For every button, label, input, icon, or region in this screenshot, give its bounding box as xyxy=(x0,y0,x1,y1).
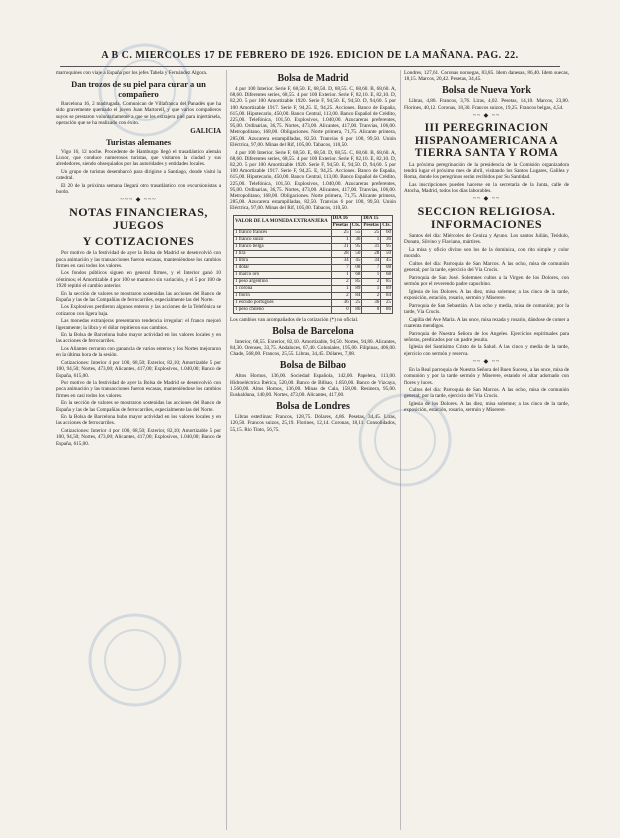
table-cell: 95 xyxy=(350,243,362,250)
article-text: Los Aliantes cerraron con ganancia de varios enteros y los Nortes mejoraron en la última hora de la sesión. xyxy=(56,346,221,359)
article-text: En la Bolsa de Barcelona hubo mayor actividad en los valores locales y en las acciones de ferrocarriles. xyxy=(56,332,221,345)
table-header-day16: DIA 16 xyxy=(331,215,362,222)
table-cell: 84 xyxy=(350,292,362,299)
article-text: Cultos del día: Parroquia de San Marcos. A las ocho, misa de comunión general; por la tarde, ejercicio del Vía Crucis. xyxy=(404,387,569,400)
table-cell: 1 xyxy=(362,236,381,243)
article-title-turistas: Turistas alemanes xyxy=(105,136,172,147)
article-title-piel: Dan trozos de su piel para curar a un compañero xyxy=(71,79,206,100)
article-text: La próxima peregrinación de la presidencia de la Comisión organizadora tendrá lugar el próximo mes de abril, visitando los Santos Lugares, Galilea y Roma, donde los peregrinos serán recibidos por Su Santidad. xyxy=(404,161,569,180)
article-text: Iglesia de los Dolores. A las diez, misa solemne; a las cinco de la tarde, exposición, estación, rosario, sermón y Miserere. xyxy=(404,401,569,414)
ornament-divider: ~~ ◆ ~~ xyxy=(472,358,501,365)
article-text: Parroquia de San José. Solemnes cultos a la Virgen de los Dolores, con sermón por el reverendo padre capuchino. xyxy=(404,274,569,288)
table-cell: 1 dólar xyxy=(234,264,332,271)
table-cell: 1 marco oro xyxy=(234,271,332,278)
column-right xyxy=(404,70,569,830)
table-cell: 1 corona xyxy=(234,285,332,292)
column-divider xyxy=(226,70,227,830)
table-cell: 31 xyxy=(362,243,381,250)
article-text: Por motivo de la festividad de ayer la Bolsa de Madrid se desenvolvió con poca animación y las transacciones fueron escasas, manteniéndose los cambios firmes en casi todos los valores. xyxy=(56,380,221,399)
article-text: La misa y oficio divino son los de la dominica, con rito simple y color morado. xyxy=(404,247,569,260)
article-text: Las inscripciones pueden hacerse en la secretaría de la Junta, calle de Atocha, Madrid, todos los días laborables. xyxy=(404,181,569,194)
table-cell: 95 xyxy=(381,243,393,250)
table-title: VALOR DE LA MONEDA EXTRANJERA xyxy=(234,215,332,229)
table-row xyxy=(234,271,393,278)
table-cell: 0 xyxy=(331,306,350,313)
ornament-divider: ~~~ ◆ ~~~ xyxy=(120,197,157,204)
currency-table xyxy=(233,215,393,314)
table-cell: 36 xyxy=(362,299,381,306)
table-cell: 36 xyxy=(350,236,362,243)
table-row xyxy=(234,243,393,250)
article-text: Cultos del día: Parroquia de San Marcos. A las ocho, misa de comunión general; por la tarde, ejercicio del Vía Crucis. xyxy=(404,261,569,274)
table-header-day15: DIA 15 xyxy=(362,215,393,222)
article-text: Vigo 16, 12 noche. Procedente de Hamburgo llegó el trasatlántico alemán Luxor, que conduce numerosos turistas, que visitaron la ciudad y sus alrededores, siendo obsequiados por las autoridades y entidades locales. xyxy=(56,148,221,168)
table-cell: 25 xyxy=(331,229,350,236)
table-cell: 1 florín xyxy=(234,292,332,299)
table-cell: 25 xyxy=(350,299,362,306)
table-row xyxy=(234,306,393,313)
table-row xyxy=(234,292,393,299)
article-text: Parroquia de Nuestra Señora de los Angeles. Ejercicios espirituales para señoras, predicados por un padre jesuita. xyxy=(404,330,569,343)
table-row xyxy=(234,257,393,264)
table-cell: 86 xyxy=(350,306,362,313)
section-title-barcelona: Bolsa de Barcelona xyxy=(272,325,354,337)
article-text: Santos del día: Miércoles de Ceniza y Ayuno. Los santos Julián, Teódulo, Donato, Silvino y Flaviano, mártires. xyxy=(404,233,569,246)
ornament-divider: ~~ ◆ ~~ xyxy=(472,196,501,203)
article-text: 4 por 100 Interior. Serie F, 68,50. E, 68,50. D, 68,55. C, 68,60. B, 68,60. A, 68,60. Diferentes series, 68,55. 4 por 100 Exterior. Serie F, 82,10. E, 82,10. D, 82,20. 5 por 100 Amortizable 1920. Serie F, 94,50. E, 94,50. D, 94,60. 5 por 100 Amortizable 1917. Serie F, 94,25. E, 94,25. Acciones. Banco de España, 615,00. Hipotecario, 450,00. Banco Central, 113,00. Banco Español de Crédito, 225,00. Telefónica, 101,50. Explosivos, 1.040,00. Azucareras preferentes, 95,00. Ordinarias, 36,75. Nortes, 473,00. Alicantes, 417,00. Tranvías, 106,00. Metropolitano, 168,00. Obligaciones. Norte primera, 71,75. Alicante primera, 285,00. Azucarera estampilladas, 82,50. Tranvías 6 por 100, 99,50. Unión Eléctrica, 97,00. Minas del Rif, 105,00. Tabacos, 110,50. xyxy=(230,149,396,212)
article-text: Altos Hornos, 136,00. Sociedad Española, 142,00. Papelera, 113,00. Hidroeléctrica Ibérica, 520,00. Banco de Bilbao, 1.850,00. Banco de Vizcaya, 1.560,00. Altos Hornos, 136,00. Minas de Cala, 158,00. Resinera, 95,00. Euskalduna, 140,00. Nortes, 473,00. Alicantes, 417,00. xyxy=(230,373,396,398)
table-cell: 50 xyxy=(381,250,393,257)
table-cell: 50 xyxy=(350,250,362,257)
table-cell: 34 xyxy=(331,257,350,264)
article-text: Por motivo de la festividad de ayer la Bolsa de Madrid se desenvolvió con poca animación y las transacciones fueron escasas, manteniéndose los cambios firmes en casi todos los valores. xyxy=(56,250,221,269)
article-text: Las monedas extranjeras presentaron tendencia irregular: el franco mejoró ligeramente; la libra y el dólar repitieron sus cambios. xyxy=(56,318,221,331)
table-cell: 25 xyxy=(362,229,381,236)
table-cell: 1 xyxy=(331,236,350,243)
table-subheader: Cts. xyxy=(382,222,391,228)
table-cell: 89 xyxy=(381,285,393,292)
table-row xyxy=(234,264,393,271)
ornament-divider: ~~ ◆ ~~ xyxy=(472,112,501,119)
section-title-religiosa: SECCION RELIGIOSA. INFORMACIONES xyxy=(417,204,556,232)
table-cell: 1 xyxy=(331,271,350,278)
table-cell: 31 xyxy=(331,243,350,250)
column-middle xyxy=(230,70,396,830)
article-text: Barcelona 16, 2 madrugada. Comunican de Villafranca del Panadés que ha sido gravemente quemado el joven Juan Martorell, y que varios compañeros suyos se prestaron voluntariamente a que se les extrajera piel para injertársela, operación que se ha realizado con éxito. xyxy=(56,101,221,126)
table-row xyxy=(234,250,393,257)
section-title-nueva-york: Bolsa de Nueva York xyxy=(442,85,531,97)
table-cell: 2 xyxy=(362,292,381,299)
table-cell: 1 franco suizo xyxy=(234,236,332,243)
table-cell: 85 xyxy=(381,278,393,285)
section-label-galicia: GALICIA xyxy=(190,126,221,135)
table-cell: 60 xyxy=(381,229,393,236)
section-title-notas: NOTAS FINANCIERAS, JUEGOS xyxy=(69,205,208,233)
table-cell: 55 xyxy=(350,229,362,236)
table-cell: 2 xyxy=(331,292,350,299)
article-text: Libras esterlinas: Francos, 128,75. Dólares, 4,86. Pesetas, 34,45. Liras, 120,50. Francos suizos, 25,19. Florines, 12,14. Coronas, 18,11. Consolidados, 55,15. Río Tinto, 56,75. xyxy=(230,414,396,433)
table-cell: 1 xyxy=(331,285,350,292)
table-cell: 36 xyxy=(381,236,393,243)
table-cell: 1 peso argentino xyxy=(234,278,332,285)
table-cell: 08 xyxy=(381,264,393,271)
section-title-madrid: Bolsa de Madrid xyxy=(277,73,349,84)
table-cell: 1 escudo portugués xyxy=(234,299,332,306)
column-divider xyxy=(400,70,401,830)
table-cell: 28 xyxy=(362,250,381,257)
table-note: Los cambios van acompañados de la cotización (*) no oficial. xyxy=(230,316,359,323)
currency-table-body xyxy=(234,229,393,313)
table-cell: 7 xyxy=(331,264,350,271)
table-cell: 84 xyxy=(381,292,393,299)
section-title-londres: Bolsa de Londres xyxy=(276,401,350,413)
table-cell: 86 xyxy=(381,306,393,313)
article-text: Libras, 4,86. Francos, 3,76. Liras, 4,02. Pesetas, 14,10. Marcos, 23,80. Florines, 40,12. Coronas, 18,30. Francos suizos, 19,25. Francos belgas, 4,54. xyxy=(404,98,569,111)
table-row xyxy=(234,229,393,236)
table-cell: 45 xyxy=(350,257,362,264)
page-header: A B C. MIERCOLES 17 DE FEBRERO DE 1926. EDICION DE LA MAÑANA. PAG. 22. xyxy=(101,50,519,61)
table-row xyxy=(234,299,393,306)
table-cell: 2 xyxy=(331,278,350,285)
table-subheader: Cts. xyxy=(351,222,361,228)
table-cell: 45 xyxy=(381,257,393,264)
section-title-peregrinacion: III PEREGRINACION HISPANOAMERICANA A TIERRA SANTA Y ROMA xyxy=(414,122,559,160)
table-cell: 0 xyxy=(362,306,381,313)
table-cell: 36 xyxy=(331,299,350,306)
article-text: Capilla del Ave María. A las once, misa rezada y rosario, dándose de comer a cuarenta mendigos. xyxy=(404,316,569,329)
column-left xyxy=(56,70,221,830)
intro-text: marroquines con viaje a España por los jefes Tahela y Fernández Algora. xyxy=(56,70,208,76)
table-cell: 34 xyxy=(362,257,381,264)
table-cell: 1 libra xyxy=(234,257,332,264)
article-text: Interior, 68,55. Exterior, 82,10. Amortizable, 94,50. Nortes, 94,80. Alicantes, 84,30. Orenses, 33,75. Andaluces, 67,40. Coloniales, 195,00. Filipinas, 406,00. Chade, 568,00. Francos, 25,55. Libras, 34,45. Dólares, 7,08. xyxy=(230,338,396,358)
article-text: El 20 de la próxima semana llegará otro trasatlántico con excursionistas a bordo. xyxy=(56,182,221,195)
header-rule xyxy=(60,66,560,67)
article-text: Cotizaciones: Interior 4 por 100, 68,50; Exterior, 82,10; Amortizable 5 por 100, 94,50; Nortes, 473,00; Alicantes, 417,00; Explosivos, 1.040,00; Banco de España, 615,00. xyxy=(56,428,221,447)
article-text: Iglesia del Santísimo Cristo de la Salud. A las cinco y media de la tarde, ejercicio con sermón y reserva. xyxy=(404,344,569,357)
article-text: En la Bolsa de Barcelona hubo mayor actividad en los valores locales y en las acciones de ferrocarriles. xyxy=(56,414,221,427)
table-subheader: Pesetas xyxy=(363,222,379,228)
article-text: Cotizaciones: Interior 4 por 100, 68,50; Exterior, 82,10; Amortizable 5 por 100, 94,50; Nortes, 473,00; Alicantes, 417,00; Explosivos, 1.040,00; Banco de España, 615,00. xyxy=(56,360,221,379)
section-title-bilbao: Bolsa de Bilbao xyxy=(279,360,347,372)
table-cell: 08 xyxy=(350,264,362,271)
table-cell: 1 peso chileno xyxy=(234,306,332,313)
article-text: Los fondos públicos siguen en general firmes, y el Interior ganó 10 céntimos; el Amortizable 4 por 100 se mantuvo sin variación, y el 5 por 100 de 1920 repitió el cambio anterior. xyxy=(56,270,221,289)
table-row xyxy=(234,236,393,243)
article-text: Los Explosivos perdieron algunos enteros y las acciones de la Telefónica se cotizaron con ligera baja. xyxy=(56,304,221,317)
section-title-cotizaciones: Y COTIZACIONES xyxy=(82,234,195,249)
table-cell: 1 xyxy=(362,285,381,292)
table-cell: 1 franco francés xyxy=(234,229,332,236)
article-text: En la Real parroquia de Nuestra Señora del Buen Suceso, a las once, misa de comunión y por la tarde sermón y Miserere, estando el altar adornado con flores y luces. xyxy=(404,367,569,386)
table-cell: 1 lira xyxy=(234,250,332,257)
article-text: Un grupo de turistas desembarcó para dirigirse a Santiago, donde visitó la catedral. xyxy=(56,168,221,182)
table-cell: 89 xyxy=(350,285,362,292)
table-cell: 68 xyxy=(381,271,393,278)
table-cell: 1 franco belga xyxy=(234,243,332,250)
article-text: En la sección de valores se mostraron sostenidas las acciones del Banco de España y las de las Compañías de ferrocarriles, especialmente las del Norte. xyxy=(56,400,221,413)
table-cell: 25 xyxy=(381,299,393,306)
table-row xyxy=(234,278,393,285)
table-cell: 85 xyxy=(350,278,362,285)
table-subheader: Pesetas xyxy=(332,222,349,228)
article-text: 4 por 100 Interior. Serie F, 68,50. E, 68,50. D, 68,55. C, 68,60. B, 68,60. A, 68,60. Diferentes series, 68,55. 4 por 100 Exterior. Serie F, 82,10. E, 82,10. D, 82,20. 5 por 100 Amortizable 1920. Serie F, 94,50. E, 94,50. D, 94,60. 5 por 100 Amortizable 1917. Serie F, 94,25. E, 94,25. Acciones. Banco de España, 615,00. Hipotecario, 450,00. Banco Central, 113,00. Banco Español de Crédito, 225,00. Telefónica, 101,50. Explosivos, 1.040,00. Azucareras preferentes, 95,00. Ordinarias, 36,75. Nortes, 473,00. Alicantes, 417,00. Tranvías, 106,00. Metropolitano, 168,00. Obligaciones. Norte primera, 71,75. Alicante primera, 285,00. Azucarera estampilladas, 82,50. Tranvías 6 por 100, 99,50. Unión Eléctrica, 97,00. Minas del Rif, 105,00. Tabacos, 110,50. xyxy=(230,86,396,148)
table-cell: 28 xyxy=(331,250,350,257)
table-cell: 68 xyxy=(350,271,362,278)
article-text: Parroquia de San Sebastián. A las ocho y media, misa de comunión; por la tarde, Vía Crucis. xyxy=(404,302,569,315)
article-text: Londres, 127,61. Coronas noruegas, 83,85. Idem danesas, 86,40. Idem suecas, 18,15. Marcos, 20,42. Pesetas, 34,45. xyxy=(404,70,569,83)
article-text: Iglesia de los Dolores. A las diez, misa solemne; a las cinco de la tarde, exposición, estación, rosario, sermón y Miserere. xyxy=(404,288,569,302)
table-row xyxy=(234,285,393,292)
table-cell: 1 xyxy=(362,271,381,278)
table-cell: 7 xyxy=(362,264,381,271)
table-cell: 2 xyxy=(362,278,381,285)
article-text: En la sección de valores se mostraron sostenidas las acciones del Banco de España y las de las Compañías de ferrocarriles, especialmente las del Norte. xyxy=(56,290,221,303)
